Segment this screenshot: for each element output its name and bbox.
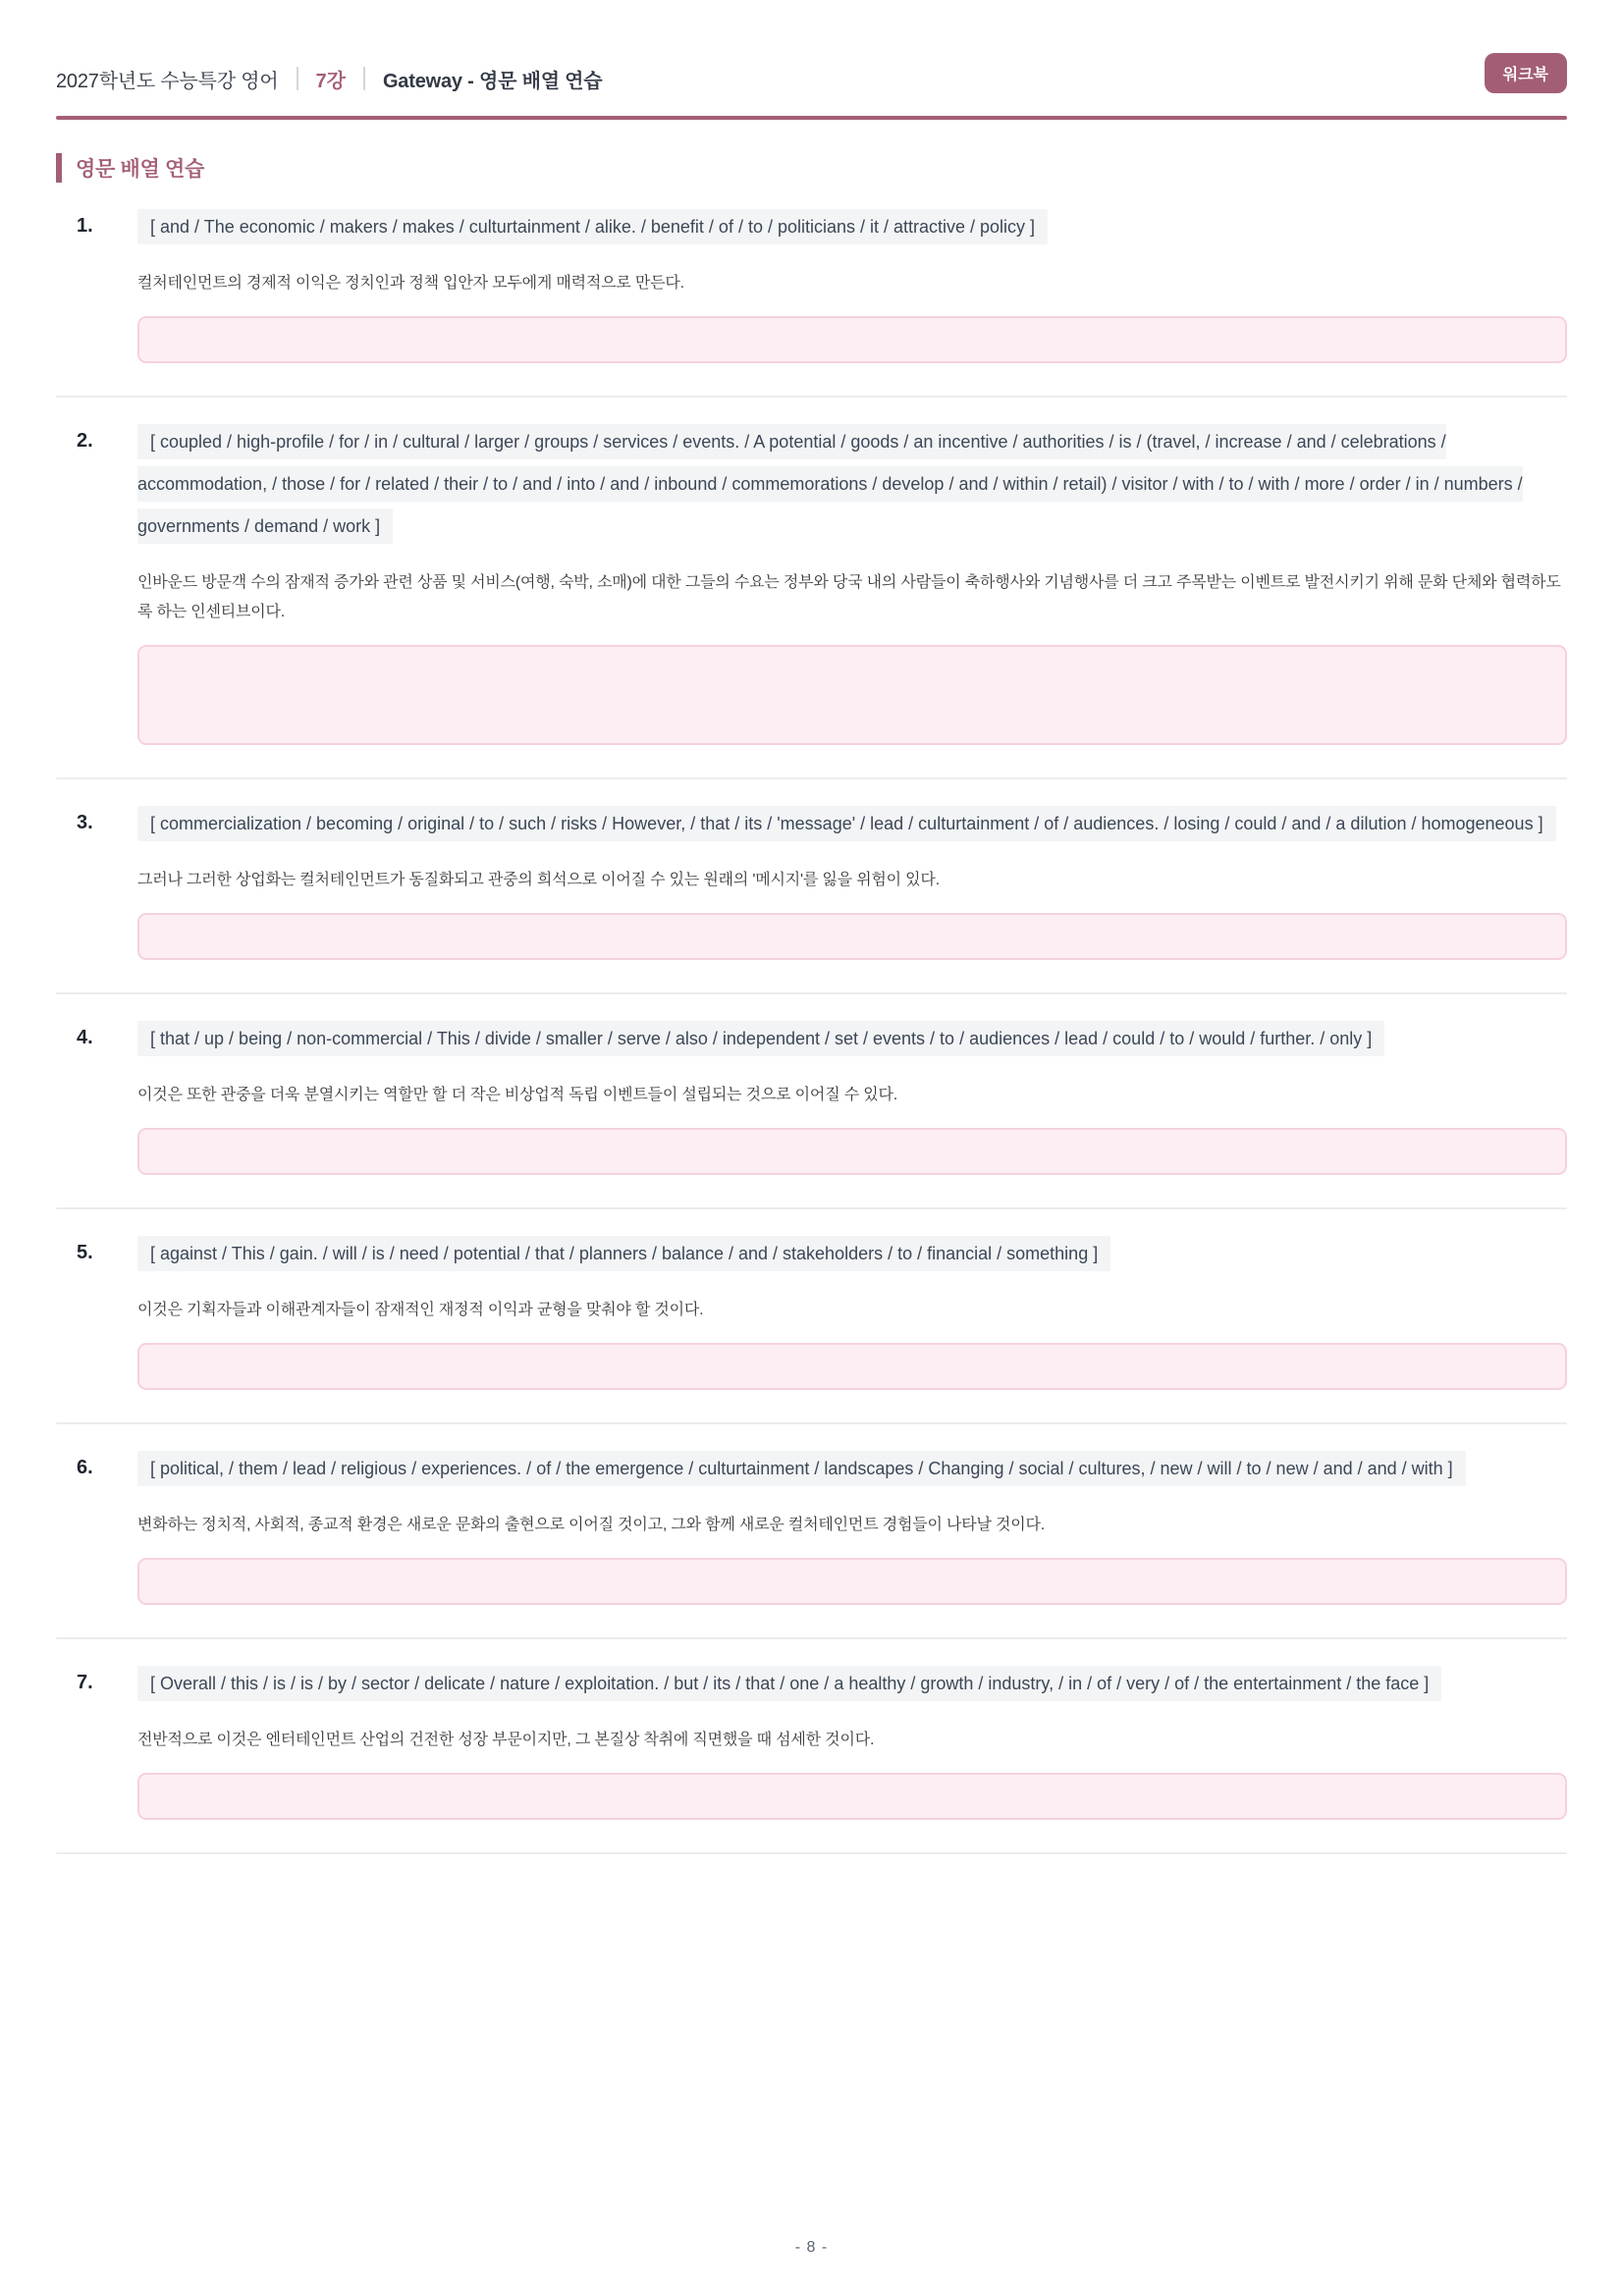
korean-translation: 인바운드 방문객 수의 잠재적 증가와 관련 상품 및 서비스(여행, 숙박, 소매)에 대한 그들의 수요는 정부와 당국 내의 사람들이 축하행사와 기념행사를 더 크고 주목받는 이벤트로 발전시키기 위해 문화 단체와 협력하도록 하는 인센티브이다. <box>137 574 1561 620</box>
lecture-number: 7강 <box>315 70 346 92</box>
section-title-bar <box>56 153 62 183</box>
word-bank-text: [ against / This / gain. / will / is / need / potential / that / planners / balance / and / stakeholders / to / financial / something ] <box>137 1236 1110 1271</box>
korean-translation: 전반적으로 이것은 엔터테인먼트 산업의 건전한 성장 부문이지만, 그 본질상 착취에 직면했을 때 섬세한 것이다. <box>137 1732 875 1748</box>
word-bank <box>137 803 1567 845</box>
item-divider <box>56 1637 1567 1639</box>
exercise-item-7 <box>56 1663 1567 1820</box>
word-bank <box>137 1448 1567 1490</box>
page-number: - 8 - <box>794 2239 829 2256</box>
item-number: 1. <box>77 215 93 237</box>
item-number: 5. <box>77 1242 93 1263</box>
item-divider <box>56 396 1567 398</box>
item-number: 3. <box>77 812 93 833</box>
word-bank-text: [ and / The economic / makers / makes / culturtainment / alike. / benefit / of / to / politicians / it / attractive / policy ] <box>137 209 1048 244</box>
item-number: 4. <box>77 1027 93 1048</box>
exercise-list <box>56 206 1567 1854</box>
item-number: 2. <box>77 430 93 452</box>
word-bank <box>137 1018 1567 1060</box>
item-number: 6. <box>77 1457 93 1478</box>
item-divider <box>56 1422 1567 1424</box>
section-title <box>56 153 1567 183</box>
word-bank <box>137 1233 1567 1275</box>
exercise-item-4 <box>56 1018 1567 1175</box>
exercise-item-2 <box>56 421 1567 745</box>
word-bank-text: [ coupled / high-profile / for / in / cultural / larger / groups / services / events. / A potential / goods / an incentive / authorities / is / (travel, / increase / and / celebrations / accommodation, / those / for / related / their / to / and / into / and / inbound / commemorations / develop / and / within / retail) / visitor / with / to / with / more / order / in / numbers / governments / demand / work ] <box>137 424 1523 544</box>
section-title-text: 영문 배열 연습 <box>76 158 204 181</box>
word-bank-text: [ political, / them / lead / religious / experiences. / of / the emergence / culturtainment / landscapes / Changing / social / cultures, / new / will / to / new / and / and / with ] <box>137 1451 1466 1486</box>
korean-translation: 변화하는 정치적, 사회적, 종교적 환경은 새로운 문화의 출현으로 이어질 것이고, 그와 함께 새로운 컬처테인먼트 경험들이 나타날 것이다. <box>137 1517 1045 1533</box>
korean-translation: 이것은 기획자들과 이해관계자들이 잠재적인 재정적 이익과 균형을 맞춰야 할 것이다. <box>137 1302 704 1318</box>
korean-translation: 그러나 그러한 상업화는 컬처테인먼트가 동질화되고 관중의 희석으로 이어질 수 있는 원래의 '메시지'를 잃을 위험이 있다. <box>137 872 940 888</box>
answer-input-box[interactable] <box>137 1343 1567 1390</box>
word-bank <box>137 1663 1567 1705</box>
item-divider <box>56 992 1567 994</box>
korean-translation: 이것은 또한 관중을 더욱 분열시키는 역할만 할 더 작은 비상업적 독립 이벤트들이 설립되는 것으로 이어질 수 있다. <box>137 1087 897 1103</box>
header-separator <box>297 67 298 90</box>
item-divider <box>56 777 1567 779</box>
item-divider <box>56 1207 1567 1209</box>
header-separator <box>363 67 365 90</box>
exercise-item-1 <box>56 206 1567 363</box>
answer-input-box[interactable] <box>137 913 1567 960</box>
answer-input-box[interactable] <box>137 645 1567 745</box>
answer-input-box[interactable] <box>137 1128 1567 1175</box>
word-bank <box>137 206 1567 248</box>
unit-title: Gateway - 영문 배열 연습 <box>382 70 603 92</box>
word-bank-text: [ commercialization / becoming / original / to / such / risks / However, / that / its / 'message' / lead / culturtainment / of / audiences. / losing / could / and / a dilution / homogeneous ] <box>137 806 1556 841</box>
word-bank-text: [ Overall / this / is / is / by / sector / delicate / nature / exploitation. / but / its / that / one / a healthy / growth / industry, / in / of / very / of / the entertainment / the face ] <box>137 1666 1441 1701</box>
item-divider <box>56 1852 1567 1854</box>
word-bank <box>137 421 1567 548</box>
workbook-badge: 워크북 <box>1485 53 1567 93</box>
exercise-item-6 <box>56 1448 1567 1605</box>
page-header <box>56 57 1567 100</box>
korean-translation: 컬처테인먼트의 경제적 이익은 정치인과 정책 입안자 모두에게 매력적으로 만든다. <box>137 275 684 292</box>
header-rule <box>56 116 1567 120</box>
answer-input-box[interactable] <box>137 1558 1567 1605</box>
exercise-item-5 <box>56 1233 1567 1390</box>
answer-input-box[interactable] <box>137 316 1567 363</box>
exercise-item-3 <box>56 803 1567 960</box>
item-number: 7. <box>77 1672 93 1693</box>
answer-input-box[interactable] <box>137 1773 1567 1820</box>
word-bank-text: [ that / up / being / non-commercial / This / divide / smaller / serve / also / independent / set / events / to / audiences / lead / could / to / would / further. / only ] <box>137 1021 1384 1056</box>
course-title: 2027학년도 수능특강 영어 <box>56 70 279 92</box>
